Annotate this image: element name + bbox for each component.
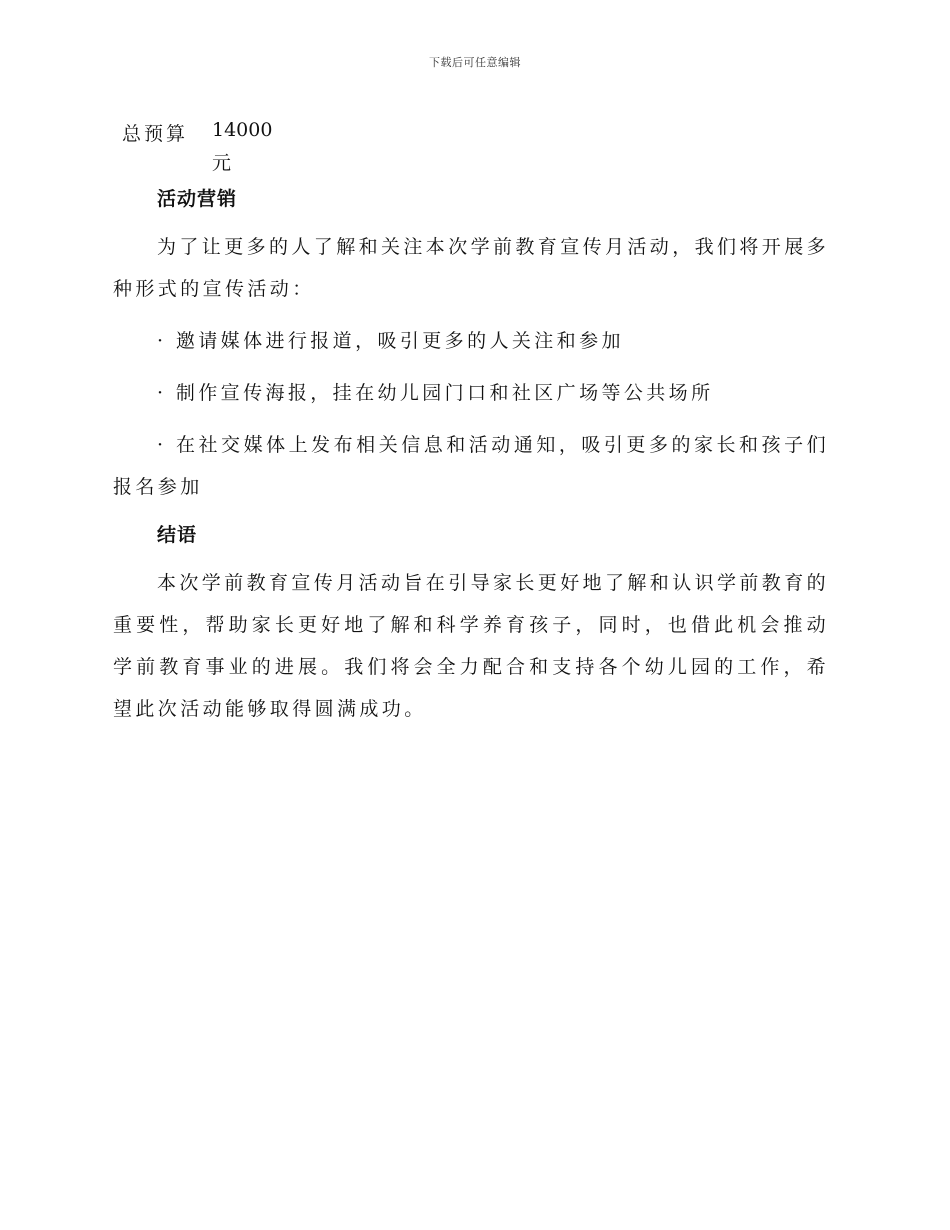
section-heading-conclusion: 结语 [157, 524, 198, 546]
document-body [113, 186, 829, 730]
marketing-bullet-1: · 邀请媒体进行报道，吸引更多的人关注和参加 [157, 330, 624, 352]
marketing-intro-paragraph: 为了让更多的人了解和关注本次学前教育宣传月活动，我们将开展多种形式的宣传活动： [113, 236, 830, 300]
budget-unit: 元 [212, 152, 232, 174]
marketing-bullet-2: · 制作宣传海报，挂在幼儿园门口和社区广场等公共场所 [157, 382, 714, 404]
section-heading-marketing: 活动营销 [157, 188, 238, 210]
page-header: 下载后可任意编辑 [429, 56, 521, 69]
budget-amount: 14000 [212, 119, 273, 141]
conclusion-paragraph: 本次学前教育宣传月活动旨在引导家长更好地了解和认识学前教育的重要性，帮助家长更好地了解和科学养育孩子，同时，也借此机会推动学前教育事业的进展。我们将会全力配合和支持各个幼儿园的工作，希望此次活动能够取得圆满成功。 [113, 572, 830, 720]
budget-label: 总预算 [122, 123, 189, 145]
marketing-bullet-3: · 在社交媒体上发布相关信息和活动通知，吸引更多的家长和孩子们报名参加 [113, 434, 829, 498]
